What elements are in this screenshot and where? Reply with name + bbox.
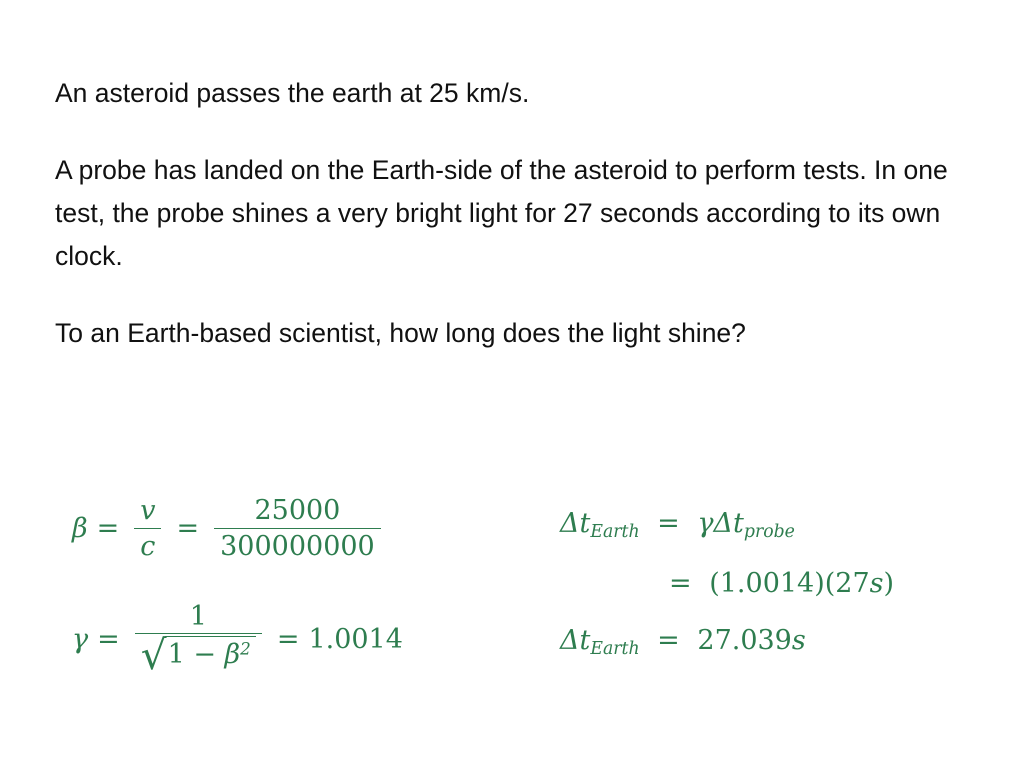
line2-close-paren: ) — [883, 567, 895, 599]
line2-value: (1.0014)(27 — [709, 567, 870, 599]
gamma-equals-2: = — [276, 624, 300, 656]
math-right-column — [560, 508, 1000, 685]
paragraph-3: To an Earth-based scientist, how long does the light shine? — [55, 317, 746, 348]
fraction-denominator-sqrt — [135, 631, 262, 680]
delta-t-earth-lhs: Δt — [560, 508, 591, 539]
radicand-beta: β — [224, 639, 241, 671]
gamma-value: 1.0014 — [308, 624, 403, 656]
math-left-column — [72, 478, 522, 680]
radicand-lead: 1 − — [167, 639, 225, 671]
fraction-speed-ratio — [214, 496, 381, 562]
fraction-denominator-300000000: 300000000 — [214, 528, 381, 562]
delta-t-probe: Δt — [713, 508, 744, 539]
fraction-numerator-1: 1 — [189, 600, 207, 632]
equation-result — [560, 625, 1000, 659]
result-value: 27.039 — [697, 624, 792, 656]
line1-gamma: γ — [697, 508, 714, 539]
fraction-denominator-c: c — [134, 528, 161, 562]
result-delta-t-earth: Δt — [560, 624, 591, 656]
line2-equals: = — [669, 567, 692, 599]
beta-equals-1: = — [96, 513, 120, 545]
math-region — [0, 478, 1024, 728]
fraction-v-over-c — [134, 496, 161, 562]
equation-delta-t-earth-definition — [560, 508, 1000, 542]
result-unit: s — [791, 624, 806, 656]
radical-sign-icon: √ — [140, 631, 167, 680]
equation-substitution — [560, 568, 1000, 599]
slide-body-text — [55, 72, 985, 355]
equation-beta — [72, 496, 522, 562]
paragraph-2: A probe has landed on the Earth-side of the asteroid to perform tests. In one test, the probe shines a very bright light for 27 seconds according to its own clock. — [55, 154, 948, 271]
sqrt-expression — [140, 631, 256, 680]
line1-equals: = — [657, 508, 680, 539]
delta-t-probe-subscript: probe — [743, 521, 795, 542]
radicand-exponent: 2 — [240, 638, 251, 659]
paragraph-1: An asteroid passes the earth at 25 km/s. — [55, 78, 530, 108]
fraction-lorentz — [135, 602, 262, 678]
radicand — [165, 636, 256, 677]
fraction-numerator-v: v — [140, 495, 156, 526]
line2-unit: s — [869, 567, 884, 599]
beta-symbol: β — [72, 513, 88, 545]
result-delta-t-earth-subscript: Earth — [590, 638, 640, 659]
equation-gamma — [72, 602, 522, 678]
beta-equals-2: = — [176, 513, 200, 545]
line3-equals: = — [657, 624, 680, 656]
fraction-numerator-25000: 25000 — [254, 495, 341, 526]
delta-t-earth-lhs-subscript: Earth — [590, 521, 640, 542]
gamma-equals-1: = — [97, 624, 120, 656]
gamma-symbol: γ — [72, 624, 89, 656]
